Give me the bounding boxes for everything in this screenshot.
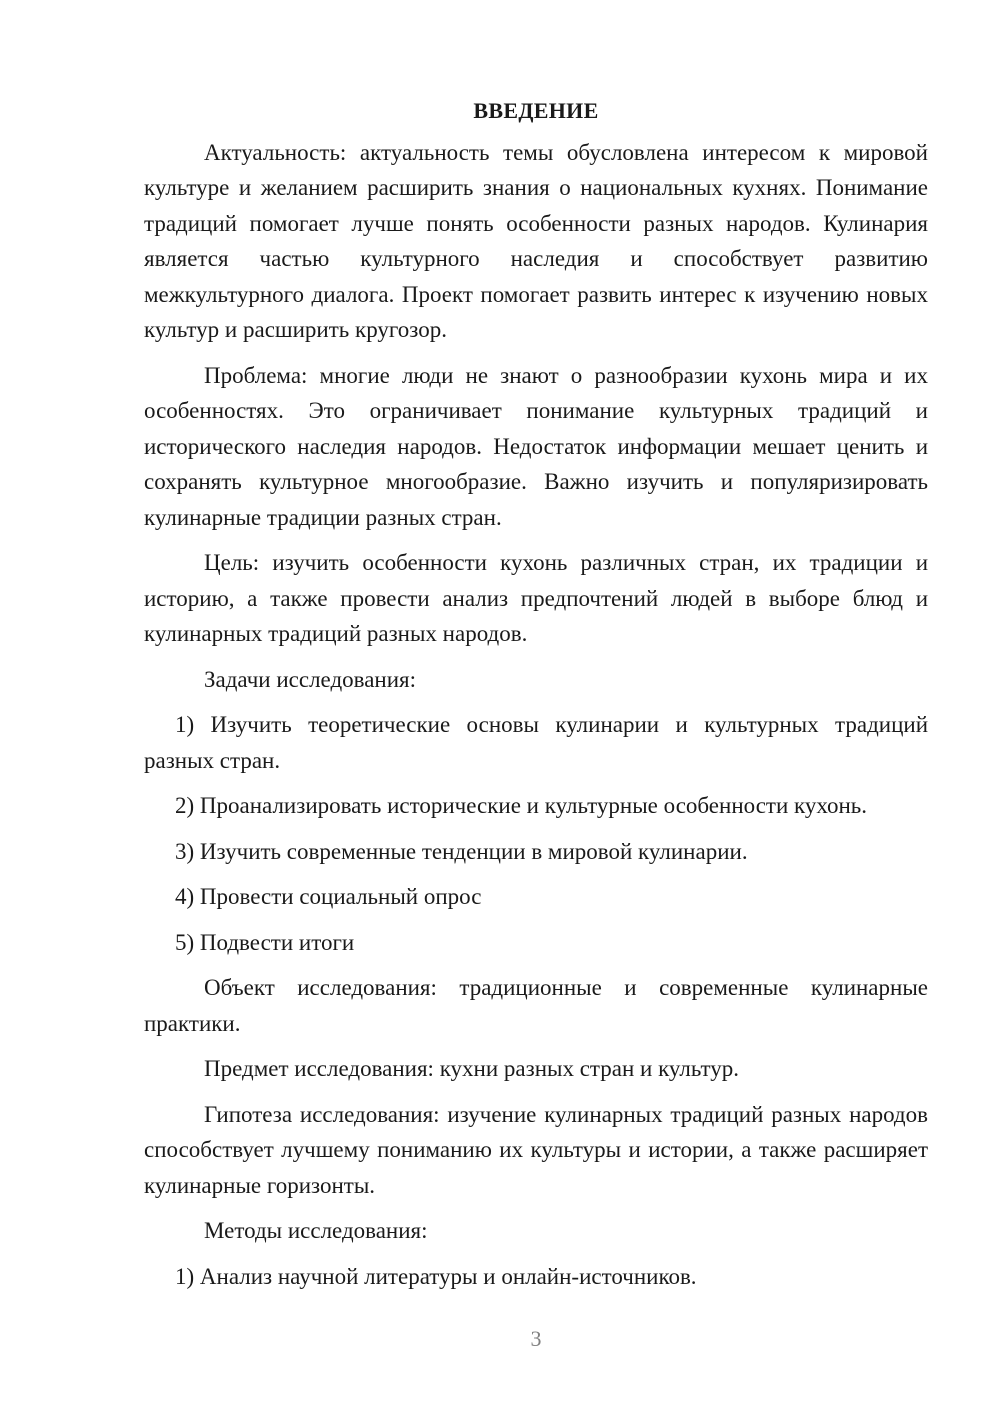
page-number: 3 xyxy=(530,1326,542,1351)
task-item: 1) Изучить теоретические основы кулинарии и культурных традиций разных стран. xyxy=(144,712,928,773)
relevance-paragraph: Актуальность: актуальность темы обусловлена интересом к мировой культуре и желанием расширить знания о национальных кухнях. Понимание традиций помогает лучше понять особенности разных народов. Кулинария является частью культурного наследия и способствует развитию межкультурного диалога. Проект помогает развить интерес к изучению новых культур и расширить кругозор. xyxy=(144,139,928,342)
object-paragraph: Объект исследования: традиционные и современные кулинарные практики. xyxy=(144,975,928,1036)
task-item: 5) Подвести итоги xyxy=(175,929,355,955)
page-title: ВВЕДЕНИЕ xyxy=(473,98,599,123)
method-item: 1) Анализ научной литературы и онлайн-источников. xyxy=(175,1263,697,1289)
task-item: 2) Проанализировать исторические и культурные особенности кухонь. xyxy=(175,793,868,818)
task-item: 3) Изучить современные тенденции в мировой кулинарии. xyxy=(175,838,748,864)
task-item: 4) Провести социальный опрос xyxy=(175,884,482,909)
subject-paragraph: Предмет исследования: кухни разных стран и культур. xyxy=(204,1056,740,1081)
tasks-heading: Задачи исследования: xyxy=(204,666,417,692)
problem-paragraph: Проблема: многие люди не знают о разнообразии кухонь мира и их особенностях. Это ограничивает понимание культурных традиций и исторического наследия народов. Недостаток информации мешает ценить и сохранять культурное многообразие. Важно изучить и популяризировать кулинарные традиции разных стран. xyxy=(144,362,928,530)
hypothesis-paragraph: Гипотеза исследования: изучение кулинарных традиций разных народов способствует лучшему пониманию их культуры и истории, а также расширяет кулинарные горизонты. xyxy=(144,1101,928,1198)
methods-heading: Методы исследования: xyxy=(204,1218,428,1243)
page-content xyxy=(144,93,928,1304)
goal-paragraph: Цель: изучить особенности кухонь различных стран, их традиции и историю, а также провести анализ предпочтений людей в выборе блюд и кулинарных традиций разных народов. xyxy=(144,550,928,646)
